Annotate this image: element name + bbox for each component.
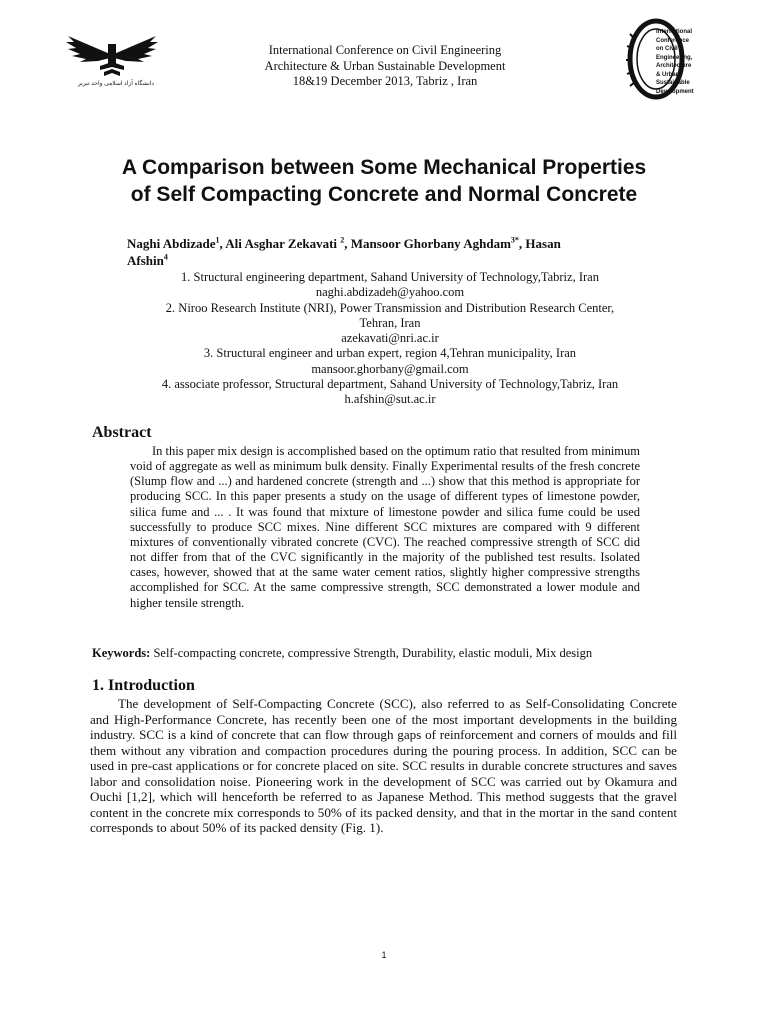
title-line: A Comparison between Some Mechanical Properties [121, 156, 647, 179]
abstract-text [130, 444, 640, 611]
author-email: naghi.abdizadeh@yahoo.com [315, 285, 465, 300]
university-logo-caption: دانشگاه آزاد اسلامی واحد تبریز [77, 81, 155, 87]
affiliations [100, 270, 680, 408]
author-name: Afshin [127, 253, 164, 268]
affiliation-line: 1. Structural engineering department, Sahand University of Technology,Tabriz, Iran [181, 270, 599, 284]
keywords-label: Keywords: [92, 646, 151, 660]
author-email: mansoor.ghorbany@gmail.com [311, 361, 469, 376]
author-name: Hasan [525, 236, 561, 251]
author-affiliation-mark: 4 [163, 252, 168, 262]
author-list: Naghi Abdizade$^1$, Ali Asghar Zekavati $^2$, Mansoor Ghorbany Aghdam$^{3*}$, Hasan Afshin$^4$ [127, 235, 561, 268]
affiliation-line: 3. Structural engineer and urban expert, region 4,Tehran municipality, Iran [203, 346, 577, 361]
author-name: Ali Asghar Zekavati [225, 236, 338, 251]
winged-book-emblem-icon [64, 30, 160, 80]
keywords [92, 645, 692, 661]
author-affiliation-mark: 3* [510, 235, 519, 245]
affiliation-line: 2. Niroo Research Institute (NRI), Power Transmission and Distribution Research Center, [165, 300, 615, 315]
author-name: Mansoor Ghorbany Aghdam [350, 236, 511, 251]
introduction-paragraph: The development of Self-Compacting Concrete (SCC), also referred to as Self-Consolidating Concrete and High-Performance Concrete, has recently been one of the most important developments in the building industry. SCC is a kind of concrete that can flow through gaps of reinforcement and corners of moulds and fill them without any vibration and compaction procedures during the pouring process. In addition, SCC can be used in pre-cast applications or for concrete placed on site. SCC results in durable concrete structures and saves labor and consolidation noise. Pioneering work in the development of SCC was carried out by Okamura and Ouchi [1,2], which will henceforth be referred to as Japanese Method. This method suggests that the gravel content in the concrete mix corresponds to 50% of its packed density, and that in the mortar in the sand content corresponds to about 50% of its packed density (Fig. 1). [90, 696, 677, 836]
conference-subtitle: Architecture & Urban Sustainable Development [264, 58, 506, 73]
conference-name: International Conference on Civil Engineering [268, 43, 502, 57]
keywords-list: Self-compacting concrete, compressive Strength, Durability, elastic moduli, Mix design [150, 646, 593, 660]
affiliation-line: 4. associate professor, Structural department, Sahand University of Technology,Tabriz, Iran [161, 377, 619, 392]
conference-date: 18&19 December 2013, Tabriz , Iran [292, 74, 478, 88]
abstract-paragraph: In this paper mix design is accomplished based on the optimum ratio that resulted from minimum void of aggregate as well as minimum bulk density. Finally Experimental results of the fresh concrete (Slump flow and ...) and hardened concrete (strength and ...) show that this method is appropriate for producing SCC. In this paper presents a study on the usage of different types of limestone powder, silica fume and ... . It was found that mixture of limestone powder and silica fume could be used successfully to produce SCC mixes. Nine different SCC mixtures are compared with 9 different mixtures of conventionally vibrated concrete (CVC). The reached compressive strength of SCC did not differ from that of the CVC significantly in the majority of the published test results. Isolated cases, however, showed that at the same water cement ratios, slightly higher compressive strengths accomplished for SCC. At the same compressive strength, SCC demonstrated a lower module and higher tensile strength. [130, 444, 640, 610]
conference-logo-text: International Conference on Civil Engineering, Architecture & Urban Sustainable Development [656, 29, 694, 95]
author-name: Naghi Abdizade [127, 236, 216, 251]
author-affiliation-mark: 1 [215, 235, 220, 245]
author-email: h.afshin@sut.ac.ir [344, 392, 436, 407]
author-affiliation-mark: 2 [340, 235, 345, 245]
title-line: of Self Compacting Concrete and Normal Concrete [130, 183, 638, 206]
page-number: 1 [381, 950, 387, 960]
abstract-heading: Abstract [92, 424, 152, 441]
affiliation-line: Tehran, Iran [359, 315, 421, 330]
conference-info [220, 43, 550, 90]
introduction-text [90, 696, 677, 836]
author-email: azekavati@nri.ac.ir [341, 331, 439, 346]
paper-title [60, 154, 708, 208]
section-heading-introduction: 1. Introduction [92, 677, 195, 694]
